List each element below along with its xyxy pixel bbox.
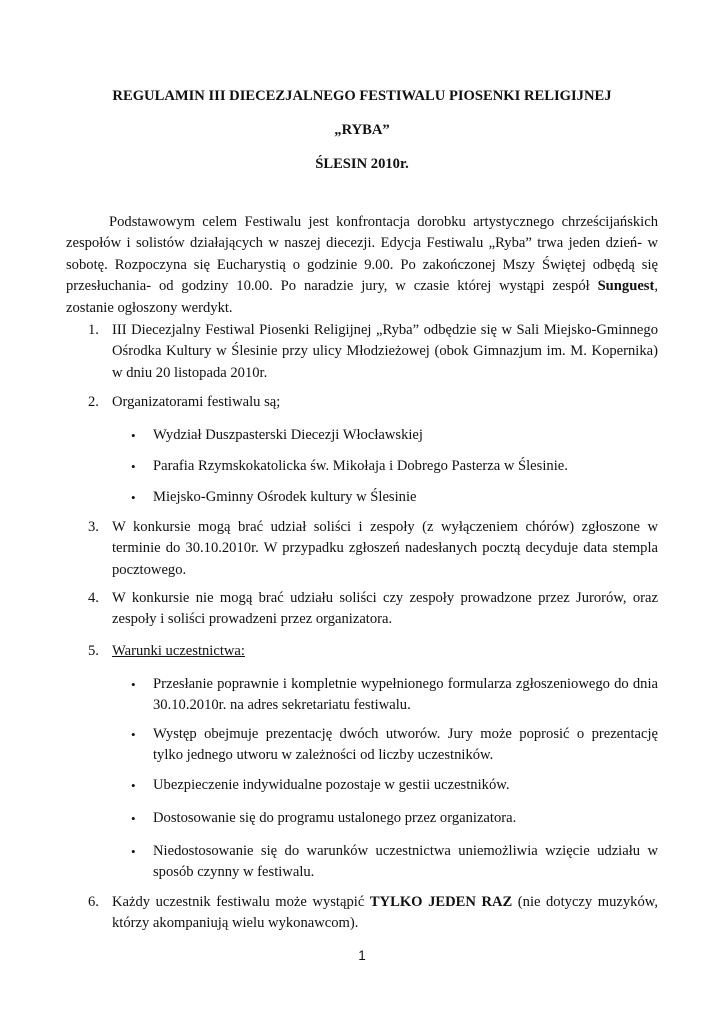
item-number: 6. xyxy=(88,894,99,910)
bullet-icon: • xyxy=(131,428,136,443)
place-year: ŚLESIN 2010r. xyxy=(315,156,409,172)
item-number: 5. xyxy=(88,643,99,659)
organizer-text: Miejsko-Gminny Ośrodek kultury w Ślesinie xyxy=(153,489,417,505)
item-number: 1. xyxy=(88,322,99,338)
list-item-6 xyxy=(66,892,658,935)
condition-item xyxy=(127,808,658,829)
bullet-icon: • xyxy=(131,490,136,505)
item-text: III Diecezjalny Festiwal Piosenki Religijnej „Ryba” odbędzie się w Sali Miejsko-Gminnego Ośrodka Kultury w Ślesinie przy ulicy Młodzieżowej (obok Gimnazjum im. M. Kopernika) w dniu 20 listopada 2010r. xyxy=(112,322,658,381)
list-item-2 xyxy=(66,392,658,413)
bullet-icon: • xyxy=(131,811,136,826)
condition-item xyxy=(127,724,658,767)
item-number: 4. xyxy=(88,590,99,606)
condition-item xyxy=(127,674,658,717)
bullet-icon: • xyxy=(131,677,136,692)
organizer-item xyxy=(127,425,658,446)
bullet-icon: • xyxy=(131,778,136,793)
item-text: Organizatorami festiwalu są; xyxy=(112,394,281,410)
item-text-start: Każdy uczestnik festiwalu może wystąpić xyxy=(112,894,370,910)
organizer-item xyxy=(127,487,658,508)
organizer-text: Parafia Rzymskokatolicka św. Mikołaja i Dobrego Pasterza w Ślesinie. xyxy=(153,458,568,474)
festival-name: „RYBA” xyxy=(334,122,390,138)
item-number: 3. xyxy=(88,519,99,535)
intro-text-end: , zostanie ogłoszony werdykt. xyxy=(66,278,658,316)
item-text: W konkursie nie mogą brać udziału soliści czy zespoły prowadzone przez Jurorów, oraz zespoły i soliści prowadzeni przez organizatora. xyxy=(112,590,658,628)
item-text: W konkursie mogą brać udział soliści i zespoły (z wyłączeniem chórów) zgłoszone w terminie do 30.10.2010r. W przypadku zgłoszeń nadesłanych pocztą decyduje data stempla pocztowego. xyxy=(112,519,658,578)
band-name: Sunguest xyxy=(597,278,655,295)
item-number: 2. xyxy=(88,394,99,410)
emphasis-text: TYLKO JEDEN RAZ xyxy=(369,894,513,910)
item-text-end: (nie dotyczy muzyków, którzy akompaniują wielu wykonawcom). xyxy=(112,894,658,932)
intro-paragraph xyxy=(66,212,658,319)
condition-text: Przesłanie poprawnie i kompletnie wypełnionego formularza zgłoszeniowego do dnia 30.10.2010r. na adres sekretariatu festiwalu. xyxy=(153,676,658,714)
bullet-icon: • xyxy=(131,844,136,859)
list-item-3 xyxy=(66,517,658,581)
organizer-item xyxy=(127,456,658,477)
condition-text: Ubezpieczenie indywidualne pozostaje w gestii uczestników. xyxy=(153,777,510,793)
list-item-4 xyxy=(66,588,658,631)
page-number: 1 xyxy=(358,948,366,963)
condition-item xyxy=(127,841,658,884)
list-item-1 xyxy=(66,320,658,384)
condition-text: Dostosowanie się do programu ustalonego przez organizatora. xyxy=(153,810,517,826)
document-title: REGULAMIN III DIECEZJALNEGO FESTIWALU PIOSENKI RELIGIJNEJ xyxy=(112,88,612,104)
item-text xyxy=(112,892,658,935)
condition-item xyxy=(127,775,658,796)
condition-text: Występ obejmuje prezentację dwóch utworów. Jury może poprosić o prezentację tylko jednego utworu w zależności od liczby uczestników. xyxy=(153,726,658,764)
list-item-5 xyxy=(66,641,658,662)
bullet-icon: • xyxy=(131,459,136,474)
item-text: Warunki uczestnictwa: xyxy=(112,643,245,659)
organizer-text: Wydział Duszpasterski Diecezji Włocławskiej xyxy=(153,427,423,443)
intro-text: Podstawowym celem Festiwalu jest konfrontacja dorobku artystycznego chrześcijańskich zespołów i solistów działających w naszej diecezji. Edycja Festiwalu „Ryba” trwa jeden dzień- w sobotę. Rozpoczyna się Eucharystią o godzinie 9.00. Po zakończonej Mszy Świętej odbędą się przesłuchania- od godziny 10.00. Po naradzie jury, w czasie której wystąpi zespół xyxy=(66,214,658,295)
bullet-icon: • xyxy=(131,727,136,742)
condition-text: Niedostosowanie się do warunków uczestnictwa uniemożliwia wzięcie udziału w sposób czynny w festiwalu. xyxy=(153,843,658,881)
